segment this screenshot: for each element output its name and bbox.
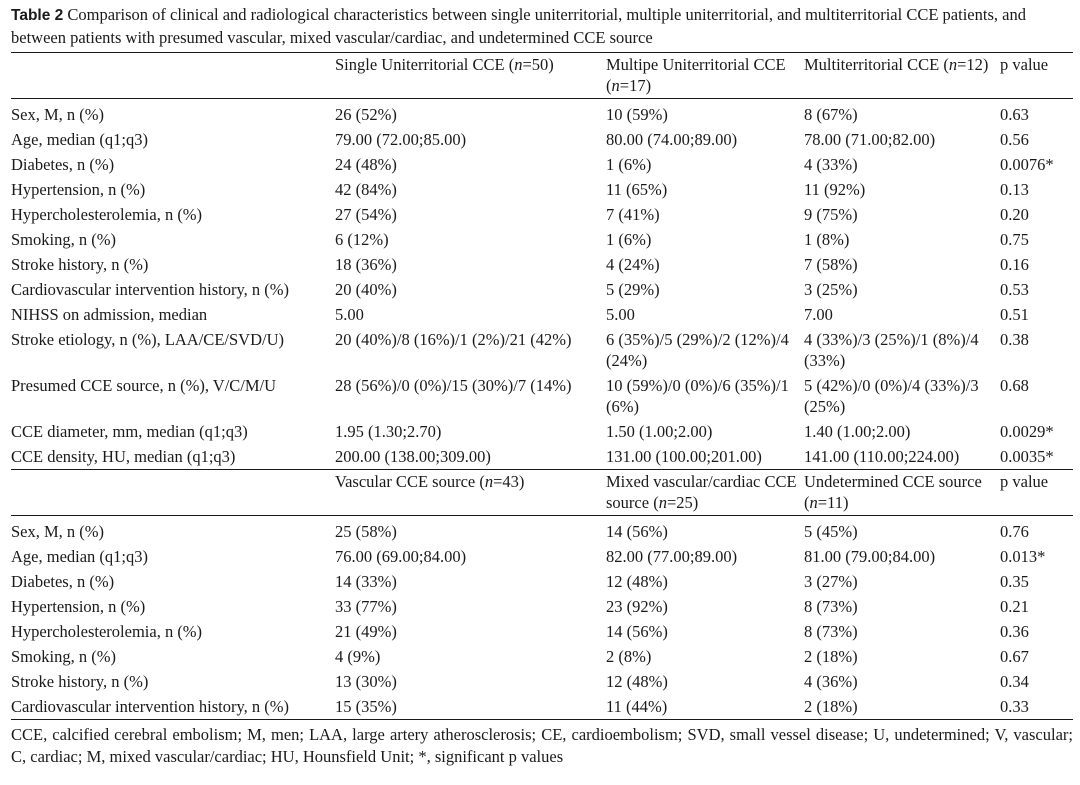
row-label: Hypertension, n (%): [11, 597, 146, 616]
p-value-cell: 0.63: [1000, 105, 1029, 124]
table-cell: 20 (40%)/8 (16%)/1 (2%)/21 (42%): [335, 330, 572, 349]
table-cell: 8 (73%): [804, 597, 858, 616]
table-cell: 14 (33%): [335, 572, 397, 591]
p-value-cell: 0.67: [1000, 647, 1029, 666]
row-label: NIHSS on admission, median: [11, 305, 208, 324]
row-label: Presumed CCE source, n (%), V/C/M/U: [11, 376, 277, 395]
table-cell: 2 (18%): [804, 697, 858, 716]
table-cell: 27 (54%): [335, 205, 397, 224]
table-cell: 9 (75%): [804, 205, 858, 224]
header-row: [11, 470, 1073, 516]
table-cell: 13 (30%): [335, 672, 397, 691]
table-row: [11, 419, 1073, 444]
table-cell: 42 (84%): [335, 180, 397, 199]
column-header: Undetermined CCE source (n=11): [804, 472, 982, 512]
table-row: [11, 99, 1073, 128]
header-cell-empty: [11, 53, 335, 99]
table-row: [11, 277, 1073, 302]
table-label: Table 2: [11, 7, 64, 24]
row-label: Hypertension, n (%): [11, 180, 146, 199]
table-cell: 3 (27%): [804, 572, 858, 591]
table-cell: 4 (9%): [335, 647, 381, 666]
column-header: p value: [1000, 55, 1049, 74]
table-cell: 11 (65%): [606, 180, 668, 199]
table-cell: 26 (52%): [335, 105, 397, 124]
row-label: Smoking, n (%): [11, 230, 116, 249]
p-value-cell: 0.56: [1000, 130, 1029, 149]
column-header: p value: [1000, 472, 1049, 491]
table-cell: 4 (33%)/3 (25%)/1 (8%)/4 (33%): [804, 330, 979, 370]
table-cell: 4 (24%): [606, 255, 660, 274]
table-cell: 24 (48%): [335, 155, 397, 174]
table-cell: 7 (41%): [606, 205, 660, 224]
table-row: [11, 644, 1073, 669]
table-cell: 1 (6%): [606, 155, 652, 174]
table-row: [11, 569, 1073, 594]
row-label: Cardiovascular intervention history, n (%): [11, 697, 289, 716]
row-label: Stroke history, n (%): [11, 672, 149, 691]
row-label: Hypercholesterolemia, n (%): [11, 622, 203, 641]
table-cell: 79.00 (72.00;85.00): [335, 130, 467, 149]
p-value-cell: 0.0076*: [1000, 155, 1054, 174]
p-value-cell: 0.76: [1000, 522, 1029, 541]
table-cell: 200.00 (138.00;309.00): [335, 447, 491, 466]
p-value-cell: 0.68: [1000, 376, 1029, 395]
table-cell: 5.00: [606, 305, 635, 324]
table-cell: 82.00 (77.00;89.00): [606, 547, 738, 566]
table-row: [11, 594, 1073, 619]
table-cell: 7.00: [804, 305, 833, 324]
table-row: [11, 152, 1073, 177]
table-cell: 11 (44%): [606, 697, 668, 716]
table-cell: 6 (12%): [335, 230, 389, 249]
table-cell: 23 (92%): [606, 597, 668, 616]
table-cell: 2 (8%): [606, 647, 652, 666]
table-row: [11, 227, 1073, 252]
table-row: [11, 516, 1073, 545]
table-row: [11, 202, 1073, 227]
table-cell: 8 (73%): [804, 622, 858, 641]
p-value-cell: 0.35: [1000, 572, 1029, 591]
column-header: Multiterritorial CCE (n=12): [804, 55, 989, 74]
table-row: [11, 252, 1073, 277]
row-label: Age, median (q1;q3): [11, 547, 149, 566]
table-cell: 12 (48%): [606, 672, 668, 691]
table-cell: 5 (42%)/0 (0%)/4 (33%)/3 (25%): [804, 376, 979, 416]
table-cell: 2 (18%): [804, 647, 858, 666]
row-label: CCE density, HU, median (q1;q3): [11, 447, 236, 466]
p-value-cell: 0.013*: [1000, 547, 1046, 566]
table-cell: 80.00 (74.00;89.00): [606, 130, 738, 149]
table-cell: 81.00 (79.00;84.00): [804, 547, 936, 566]
row-label: Age, median (q1;q3): [11, 130, 149, 149]
p-value-cell: 0.20: [1000, 205, 1029, 224]
table-caption: [11, 4, 1073, 49]
data-table: [11, 53, 1073, 720]
table-cell: 5 (29%): [606, 280, 660, 299]
table-cell: 14 (56%): [606, 522, 668, 541]
header-row: [11, 53, 1073, 99]
table-cell: 10 (59%): [606, 105, 668, 124]
table-figure: [11, 4, 1073, 785]
row-label: Diabetes, n (%): [11, 155, 115, 174]
table-footnote: CCE, calcified cerebral embolism; M, men; LAA, large artery atherosclerosis; CE, cardioembolism; SVD, small vessel disease; U, undetermined; V, vascular; C, cardiac; M, mixed vascular/cardiac; HU, Hounsfield Unit; *, significant p values: [11, 725, 1073, 766]
table-cell: 76.00 (69.00;84.00): [335, 547, 467, 566]
p-value-cell: 0.0035*: [1000, 447, 1054, 466]
table-cell: 4 (36%): [804, 672, 858, 691]
table-cell: 1 (8%): [804, 230, 850, 249]
table-row: [11, 694, 1073, 720]
row-label: Sex, M, n (%): [11, 105, 105, 124]
table-row: [11, 302, 1073, 327]
row-label: Cardiovascular intervention history, n (%): [11, 280, 289, 299]
table-row: [11, 177, 1073, 202]
p-value-cell: 0.16: [1000, 255, 1029, 274]
row-label: CCE diameter, mm, median (q1;q3): [11, 422, 248, 441]
table-row: [11, 444, 1073, 470]
table-cell: 14 (56%): [606, 622, 668, 641]
table-cell: 1.50 (1.00;2.00): [606, 422, 713, 441]
p-value-cell: 0.21: [1000, 597, 1029, 616]
table-cell: 25 (58%): [335, 522, 397, 541]
header-cell-empty: [11, 470, 335, 516]
table-cell: 28 (56%)/0 (0%)/15 (30%)/7 (14%): [335, 376, 572, 395]
p-value-cell: 0.75: [1000, 230, 1029, 249]
p-value-cell: 0.36: [1000, 622, 1029, 641]
table-cell: 6 (35%)/5 (29%)/2 (12%)/4 (24%): [606, 330, 789, 370]
caption-text: Comparison of clinical and radiological characteristics between single uniterritorial, multiple uniterritorial, and multiterritorial CCE patients, and between patients with presumed vascular, mixed vascular/cardiac, and undetermined CCE source: [11, 5, 1026, 47]
table-row: [11, 619, 1073, 644]
p-value-cell: 0.38: [1000, 330, 1029, 349]
table-cell: 1.95 (1.30;2.70): [335, 422, 442, 441]
table-cell: 33 (77%): [335, 597, 397, 616]
row-label: Sex, M, n (%): [11, 522, 105, 541]
column-header: Single Uniterritorial CCE (n=50): [335, 55, 554, 74]
table-cell: 5 (45%): [804, 522, 858, 541]
p-value-cell: 0.53: [1000, 280, 1029, 299]
table-cell: 12 (48%): [606, 572, 668, 591]
p-value-cell: 0.33: [1000, 697, 1029, 716]
row-label: Hypercholesterolemia, n (%): [11, 205, 203, 224]
p-value-cell: 0.34: [1000, 672, 1029, 691]
p-value-cell: 0.51: [1000, 305, 1029, 324]
table-row: [11, 669, 1073, 694]
table-cell: 4 (33%): [804, 155, 858, 174]
table-row: [11, 327, 1073, 373]
table-cell: 1 (6%): [606, 230, 652, 249]
table-row: [11, 373, 1073, 419]
table-row: [11, 544, 1073, 569]
p-value-cell: 0.0029*: [1000, 422, 1054, 441]
table-cell: 10 (59%)/0 (0%)/6 (35%)/1 (6%): [606, 376, 789, 416]
column-header: Vascular CCE source (n=43): [335, 472, 525, 491]
row-label: Stroke history, n (%): [11, 255, 149, 274]
column-header: Multipe Uniterritorial CCE (n=17): [606, 55, 786, 95]
table-cell: 8 (67%): [804, 105, 858, 124]
table-cell: 21 (49%): [335, 622, 397, 641]
table-cell: 1.40 (1.00;2.00): [804, 422, 911, 441]
table-cell: 78.00 (71.00;82.00): [804, 130, 936, 149]
row-label: Stroke etiology, n (%), LAA/CE/SVD/U): [11, 330, 284, 349]
table-cell: 7 (58%): [804, 255, 858, 274]
table-cell: 20 (40%): [335, 280, 397, 299]
table-row: [11, 127, 1073, 152]
row-label: Smoking, n (%): [11, 647, 116, 666]
column-header: Mixed vascular/cardiac CCE source (n=25): [606, 472, 797, 512]
table-cell: 131.00 (100.00;201.00): [606, 447, 762, 466]
row-label: Diabetes, n (%): [11, 572, 115, 591]
p-value-cell: 0.13: [1000, 180, 1029, 199]
table-cell: 11 (92%): [804, 180, 866, 199]
table-cell: 18 (36%): [335, 255, 397, 274]
table-cell: 141.00 (110.00;224.00): [804, 447, 960, 466]
table-cell: 15 (35%): [335, 697, 397, 716]
table-cell: 3 (25%): [804, 280, 858, 299]
table-cell: 5.00: [335, 305, 364, 324]
